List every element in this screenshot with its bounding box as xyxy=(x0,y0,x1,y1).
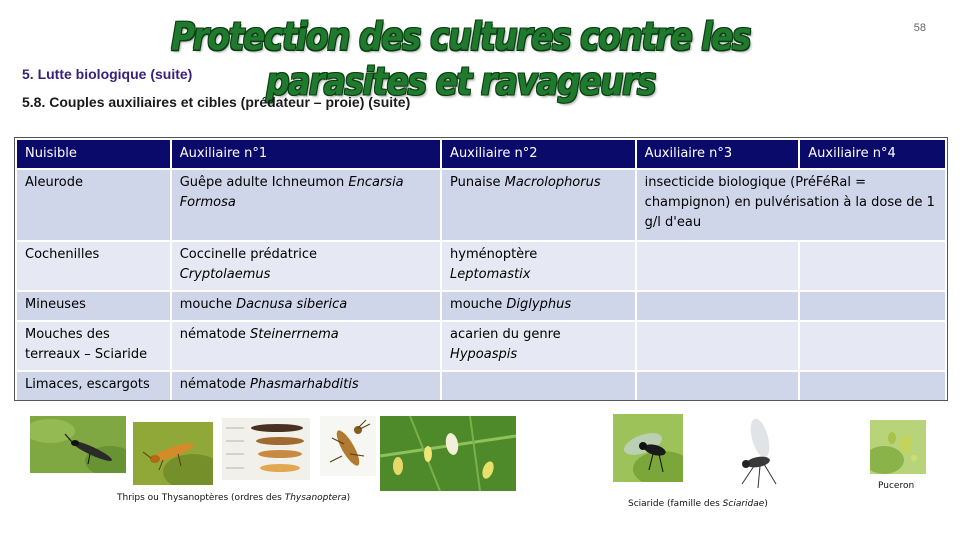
species-name: Leptomastix xyxy=(450,267,531,283)
subsection-label: Couples auxiliaires et cibles (prédateur – proie) (suite) xyxy=(49,94,411,110)
caption-text: ) xyxy=(346,493,351,503)
caption-species: Thysanoptera xyxy=(284,493,347,503)
auxiliaries-table xyxy=(15,138,947,402)
table-row xyxy=(16,291,946,321)
caption-species: Sciaridae xyxy=(722,499,765,509)
cell-text: mouche xyxy=(179,297,237,313)
thrips-stages-photo xyxy=(222,418,310,480)
cell-text: mouche xyxy=(450,297,507,313)
section-label: Lutte biologique (suite) xyxy=(37,66,193,82)
cell-auxiliaire-1 xyxy=(171,291,441,321)
cell-text: Guêpe adulte Ichneumon xyxy=(179,175,349,191)
section-heading xyxy=(22,66,192,82)
header-auxiliaire-1: Auxiliaire n°1 xyxy=(171,139,441,169)
thrips-photo-3 xyxy=(320,416,376,476)
puceron-photo xyxy=(870,420,926,474)
cell-text: acarien du genre xyxy=(450,327,561,343)
cell-auxiliaire-1 xyxy=(171,321,441,371)
cell-auxiliaire-3 xyxy=(636,241,800,291)
species-name: Encarsia Formosa xyxy=(179,175,404,211)
cell-auxiliaire-1 xyxy=(171,169,441,241)
cell-auxiliaire-2 xyxy=(441,321,636,371)
header-nuisible: Nuisible xyxy=(16,139,171,169)
table-row xyxy=(16,321,946,371)
cell-auxiliaire-4 xyxy=(799,241,946,291)
cell-auxiliaire-1 xyxy=(171,371,441,401)
larvae-leaf-photo xyxy=(380,416,516,491)
table-header-row xyxy=(16,139,946,169)
table-row xyxy=(16,371,946,401)
cell-text: Coccinelle prédatrice xyxy=(179,247,317,263)
cell-auxiliaire-2 xyxy=(441,241,636,291)
subsection-heading xyxy=(22,94,410,110)
species-name: Dacnusa siberica xyxy=(236,297,348,313)
cell-text: hyménoptère xyxy=(450,247,538,263)
thrips-photo-1 xyxy=(30,416,126,473)
page-number: 58 xyxy=(913,22,926,34)
section-number: 5. xyxy=(22,66,34,82)
cell-text: Punaise xyxy=(450,175,505,191)
cell-text: nématode xyxy=(179,327,251,343)
header-auxiliaire-3: Auxiliaire n°3 xyxy=(636,139,800,169)
sciaride-caption xyxy=(628,499,768,509)
species-name: Macrolophorus xyxy=(504,175,601,191)
species-name: Cryptolaemus xyxy=(179,267,271,283)
cell-auxiliaire-2 xyxy=(441,291,636,321)
table-row xyxy=(16,169,946,241)
header-auxiliaire-4: Auxiliaire n°4 xyxy=(799,139,946,169)
subsection-number: 5.8. xyxy=(22,94,46,110)
species-name: Phasmarhabditis xyxy=(250,377,359,393)
caption-text: Sciaride (famille des xyxy=(628,499,723,509)
cell-nuisible: Cochenilles xyxy=(16,241,171,291)
cell-auxiliaire-3 xyxy=(636,371,800,401)
puceron-caption: Puceron xyxy=(878,481,915,491)
species-name: Hypoaspis xyxy=(450,347,518,363)
cell-auxiliaire-4 xyxy=(799,371,946,401)
species-name: Diglyphus xyxy=(506,297,572,313)
sciaride-photo-2 xyxy=(720,414,800,492)
cell-auxiliaire-4 xyxy=(799,321,946,371)
cell-text: nématode xyxy=(179,377,251,393)
caption-text: ) xyxy=(764,499,768,509)
cell-auxiliaire-2 xyxy=(441,169,636,241)
caption-text: Thrips ou Thysanoptères (ordres des xyxy=(117,493,285,503)
cell-nuisible: Aleurode xyxy=(16,169,171,241)
cell-nuisible: Mineuses xyxy=(16,291,171,321)
header-auxiliaire-2: Auxiliaire n°2 xyxy=(441,139,636,169)
cell-auxiliaire-3 xyxy=(636,321,800,371)
cell-auxiliaire-3: insecticide biologique (PréFéRal = champignon) en pulvérisation à la dose de 1 g/l d'eau xyxy=(636,169,946,241)
cell-nuisible: Limaces, escargots xyxy=(16,371,171,401)
cell-auxiliaire-1 xyxy=(171,241,441,291)
cell-nuisible: Mouches des terreaux – Sciaride xyxy=(16,321,171,371)
species-name: Steinerrnema xyxy=(250,327,339,343)
cell-auxiliaire-3 xyxy=(636,291,800,321)
thrips-photo-2 xyxy=(133,422,213,485)
cell-auxiliaire-2 xyxy=(441,371,636,401)
cell-auxiliaire-4 xyxy=(799,291,946,321)
sciaride-photo-1 xyxy=(613,414,683,482)
table-row xyxy=(16,241,946,291)
page-title: Protection des cultures contre les parasites et ravageurs xyxy=(170,14,751,104)
thrips-caption xyxy=(117,493,350,503)
